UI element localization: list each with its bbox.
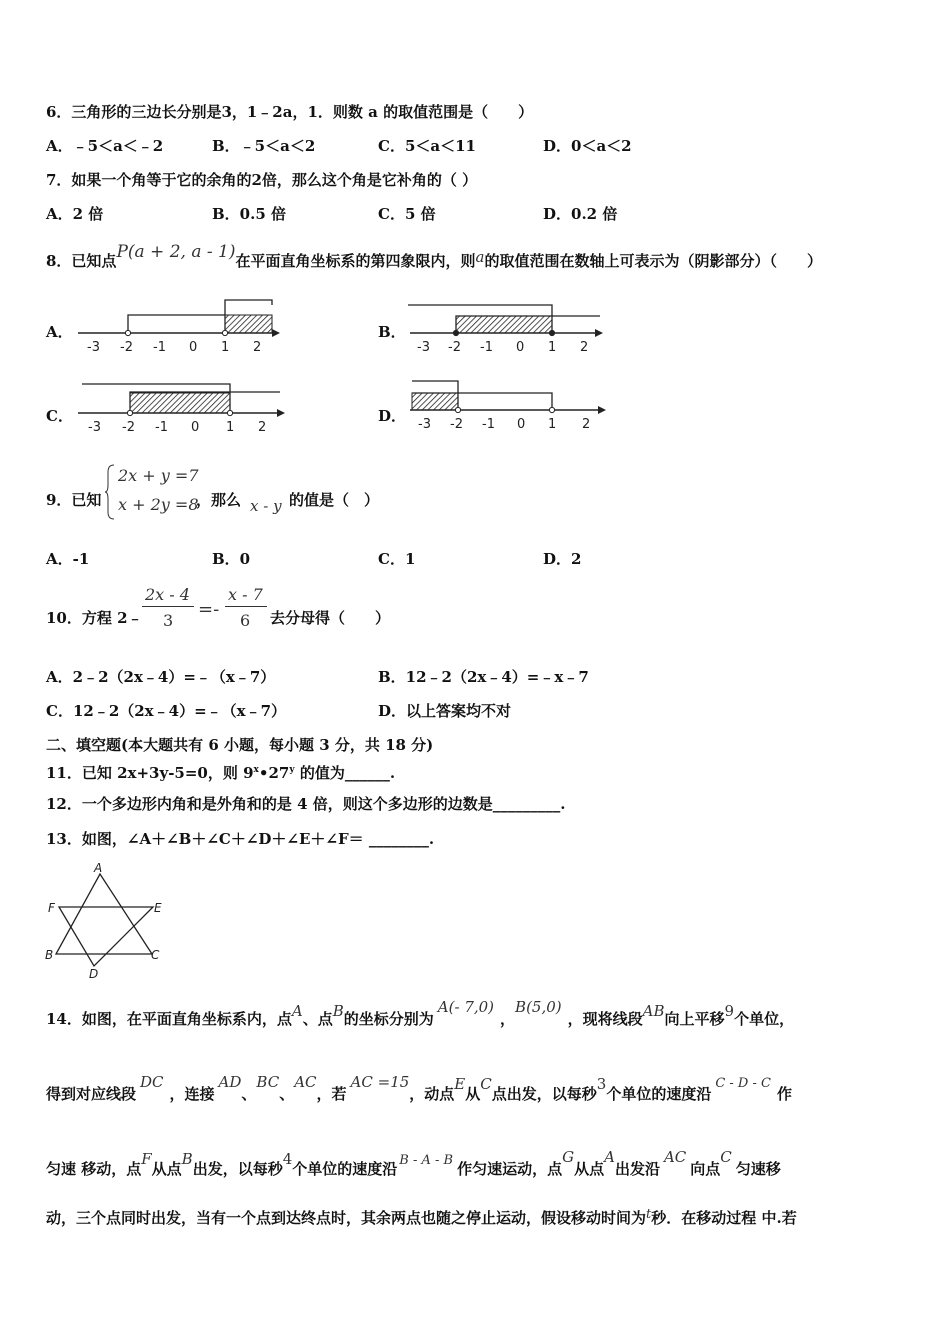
axis-arrow [277, 409, 285, 417]
q11-sup-x: x [253, 765, 259, 775]
q14-coord-a: A(- 7,0) [437, 998, 495, 1016]
q8-mid: 在平面直角坐标系的第四象限内，则 [235, 252, 476, 270]
tick-label: 0 [191, 420, 200, 435]
q14-text: 得到对应线段 [46, 1085, 137, 1103]
q14-path-cdc: C - D - C [715, 1076, 771, 1091]
q14-ac-equation: AC =15 [350, 1073, 410, 1091]
q14-line-1 [46, 998, 795, 1029]
vertex-label-b: B [45, 948, 54, 962]
tick-label: 1 [226, 420, 235, 435]
tick-label: -3 [417, 340, 430, 355]
q14-text: 个单位， [734, 1010, 795, 1028]
q9-option-b: B．0 [212, 550, 251, 568]
tick-label: 2 [253, 340, 262, 355]
q14-point-a: A [291, 1002, 303, 1020]
vertex-label-f: F [48, 901, 55, 915]
q14-text: 向上平移 [664, 1010, 725, 1028]
q11-post: 的值为______. [294, 764, 396, 782]
tick-label: -1 [482, 417, 495, 432]
open-point [222, 330, 227, 335]
q8-pre: 8．已知点 [46, 252, 117, 270]
q10-fraction-bar-1 [142, 606, 194, 607]
q14-text: 点出发，以每秒 [491, 1085, 597, 1103]
q9-option-d: D．2 [543, 550, 582, 568]
q14-text: 、 [241, 1085, 257, 1103]
q8-numberline-b [408, 305, 603, 355]
q10-pre: 10．方程 2﹣ [46, 609, 143, 627]
q8-label-d: D． [378, 407, 407, 425]
tick-label: -2 [122, 420, 135, 435]
q12-stem: 12．一个多边形内角和是外角和的是 4 倍，则这个多边形的边数是_________. [46, 795, 566, 813]
q7-option-d: D．0.2 倍 [543, 205, 618, 223]
vertex-label-e: E [154, 901, 162, 915]
q14-three: 3 [596, 1075, 607, 1093]
q14-point-b: B [332, 1002, 344, 1020]
q14-text: 动，三个点同时出发，当有一个点到达终点时，其余两点也随之停止运动，假设移动时间为 [46, 1209, 647, 1227]
q10-denominator-1: 3 [163, 611, 174, 630]
q14-segment-bc: BC [256, 1073, 280, 1091]
q9-post: 的值是（ ） [289, 491, 380, 509]
endpoint [453, 330, 458, 335]
tick-label: -1 [153, 340, 166, 355]
axis-arrow [595, 329, 603, 337]
q14-coord-b: B(5,0) [515, 998, 562, 1016]
q14-path-bab: B - A - B [399, 1153, 454, 1168]
tick-label: -1 [480, 340, 493, 355]
q8-numberline-a [78, 300, 280, 355]
q14-text: 匀速移 [735, 1160, 781, 1178]
tick-label: 0 [516, 340, 525, 355]
q14-text: 从点 [574, 1160, 605, 1178]
q10-post: 去分母得（ ） [270, 609, 391, 627]
open-point [549, 407, 554, 412]
open-point [125, 330, 130, 335]
q9-mid: ，那么 [196, 491, 242, 509]
tick-label: -2 [120, 340, 133, 355]
q14-segment-ac: AC [294, 1073, 317, 1091]
shaded-region [130, 393, 230, 413]
q8-label-a: A． [46, 323, 73, 341]
q14-text: 秒．在移动过程 中.若 [651, 1209, 797, 1227]
q7-option-a: A．2 倍 [46, 205, 104, 223]
q14-text: 从 [465, 1085, 481, 1103]
open-point [455, 407, 460, 412]
q11-sup-y: y [289, 765, 295, 775]
q14-segment-ac2: AC [663, 1148, 687, 1166]
section-2-heading: 二、填空题(本大题共有 6 小题，每小题 3 分，共 18 分) [46, 736, 434, 754]
q11-dot: •27 [258, 764, 290, 782]
q7-stem: 7．如果一个角等于它的余角的2倍，那么这个角是它补角的（ ） [46, 171, 478, 189]
q14-segment-dc: DC [140, 1073, 164, 1091]
q14-text: 向点 [690, 1160, 721, 1178]
q13-star-figure [40, 860, 170, 985]
q14-text: 出发沿 [614, 1160, 660, 1178]
tick-label: 0 [189, 340, 198, 355]
q14-text: 出发，以每秒 [192, 1160, 283, 1178]
q14-text: 作 [776, 1085, 792, 1103]
q8-numberline-d [410, 381, 606, 432]
triangle-fed [59, 907, 153, 966]
q6-stem: 6．三角形的三边长分别是3，1﹣2a，1．则数 a 的取值范围是（ ） [46, 103, 534, 121]
q14-text: ，连接 [169, 1085, 215, 1103]
q14-text: 个单位的速度沿 [292, 1160, 398, 1178]
q14-point-f: F [141, 1150, 152, 1168]
tick-label: 1 [221, 340, 230, 355]
q10-option-a: A．2﹣2（2x﹣4）=﹣（x﹣7） [46, 668, 276, 686]
q14-text: ，动点 [409, 1085, 455, 1103]
q14-text: 14．如图，在平面直角坐标系内，点 [46, 1010, 292, 1028]
q14-point-c: C [480, 1075, 492, 1093]
tick-label: 1 [548, 417, 557, 432]
shaded-region [225, 315, 272, 333]
q8-label-c: C． [46, 407, 73, 425]
q10-denominator-2: 6 [240, 611, 251, 630]
q10-option-b: B．12﹣2（2x﹣4）=﹣x﹣7 [378, 668, 589, 686]
q14-text: 作匀速运动，点 [457, 1160, 563, 1178]
axis-arrow [598, 406, 606, 414]
q10-numerator-2: x - 7 [228, 585, 263, 604]
tick-label: 2 [580, 340, 589, 355]
q14-var-t: t [646, 1207, 652, 1222]
vertex-label-d: D [89, 967, 99, 981]
shaded-region [412, 393, 458, 410]
q10-option-d: D．以上答案均不对 [378, 702, 512, 720]
q14-point-a2: A [604, 1148, 615, 1166]
q9-pre: 9．已知 [46, 491, 102, 509]
q6-option-d: D．0＜a＜2 [543, 137, 632, 155]
axis-arrow [272, 329, 280, 337]
q9-option-a: A．-1 [46, 550, 90, 568]
q14-point-b2: B [181, 1150, 193, 1168]
q8-number-lines [0, 0, 950, 460]
bracket-left [128, 315, 225, 333]
q14-segment-ad: AD [218, 1073, 242, 1091]
q9-option-c: C．1 [378, 550, 416, 568]
q14-text: 个单位的速度沿 [606, 1085, 712, 1103]
q14-nine: 9 [724, 1002, 735, 1020]
q10-equals: =- [198, 599, 220, 620]
q14-text: 匀速 移动，点 [46, 1160, 142, 1178]
q14-line-2 [46, 1073, 792, 1106]
tick-label: 2 [258, 420, 267, 435]
q10-option-c: C．12﹣2（2x﹣4）=﹣（x﹣7） [46, 702, 287, 720]
q14-four: 4 [282, 1150, 293, 1168]
q8-numberline-c [78, 384, 285, 435]
tick-label: -2 [450, 417, 463, 432]
q14-point-g: G [562, 1148, 575, 1166]
q14-text: 的坐标分别为 [343, 1010, 434, 1028]
q7-option-c: C．5 倍 [378, 205, 436, 223]
q8-point-formula: P(a + 2, a - 1) [116, 242, 236, 262]
q14-line-3 [46, 1148, 781, 1181]
q14-text: ，现将线段 [567, 1010, 643, 1028]
q6-option-b: B．﹣5＜a＜2 [212, 137, 316, 155]
q14-text: 从点 [151, 1160, 182, 1178]
tick-label: 1 [548, 340, 557, 355]
q9-equation-1: 2x + y =7 [118, 466, 199, 485]
tick-label: -1 [155, 420, 168, 435]
q9-expression: x - y [250, 497, 282, 515]
q8-var: a [475, 248, 485, 266]
q11-stem [46, 760, 395, 783]
q14-point-c2: C [720, 1148, 732, 1166]
q14-line-4 [46, 1208, 797, 1230]
q14-text: ， [500, 1010, 516, 1028]
vertex-label-a: A [94, 861, 103, 875]
endpoint [549, 330, 554, 335]
q14-text: 、点 [302, 1010, 333, 1028]
q14-text: 、 [279, 1085, 295, 1103]
open-point [227, 410, 232, 415]
q9-system-brace [104, 463, 116, 521]
q13-stem: 13．如图，∠A＋∠B＋∠C＋∠D＋∠E＋∠F＝ ________. [46, 830, 435, 848]
tick-label: 0 [517, 417, 526, 432]
q10-fraction-bar-2 [225, 606, 267, 607]
tick-label: 2 [582, 417, 591, 432]
q14-point-e: E [454, 1075, 466, 1093]
q14-segment-ab: AB [642, 1002, 665, 1020]
shaded-region [456, 316, 552, 333]
q14-text: ，若 [316, 1085, 347, 1103]
tick-label: -2 [448, 340, 461, 355]
open-point [127, 410, 132, 415]
vertex-label-c: C [151, 948, 160, 962]
triangle-abc [56, 874, 152, 954]
q11-pre: 11．已知 2x+3y-5=0，则 9 [46, 764, 254, 782]
q9-equation-2: x + 2y =8 [118, 495, 199, 514]
tick-label: -3 [418, 417, 431, 432]
q7-option-b: B．0.5 倍 [212, 205, 286, 223]
q6-option-a: A．﹣5＜a＜﹣2 [46, 137, 164, 155]
q10-numerator-1: 2x - 4 [145, 585, 190, 604]
tick-label: -3 [88, 420, 101, 435]
q6-option-c: C．5＜a＜11 [378, 137, 476, 155]
q8-label-b: B． [378, 323, 406, 341]
q8-post: 的取值范围在数轴上可表示为（阴影部分）（ ） [484, 252, 822, 270]
tick-label: -3 [87, 340, 100, 355]
